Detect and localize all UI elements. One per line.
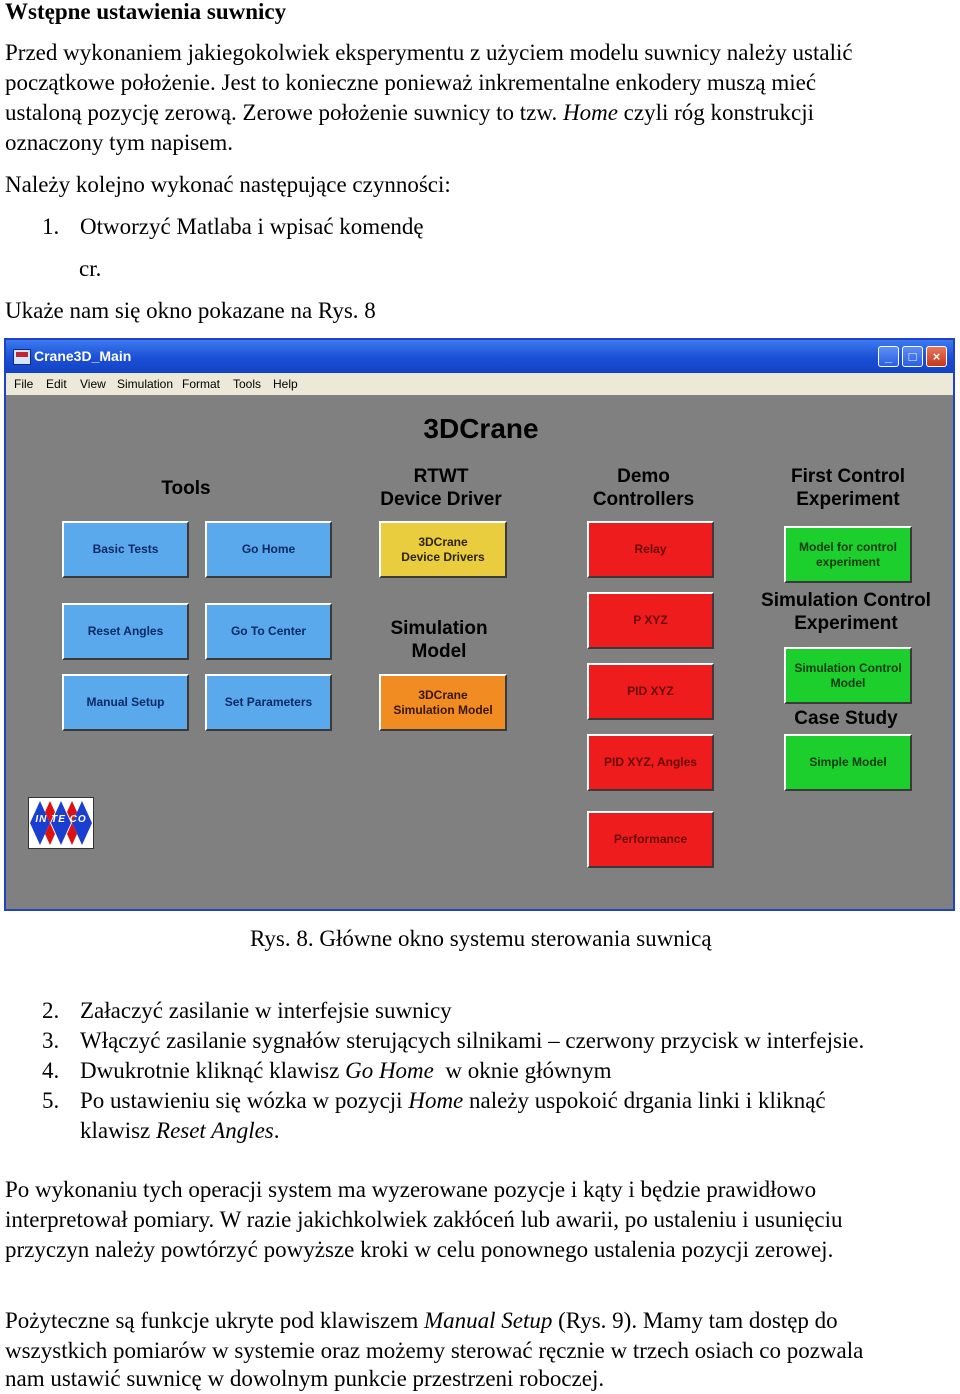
section-demo: Demo Controllers [592, 466, 695, 510]
simulation-model-button[interactable]: 3DCrane Simulation Model [379, 674, 507, 731]
paragraph-line: interpretował pomiary. W razie jakichkolwiek zakłóceń lub awarii, po ustaleniu i usunięciu [5, 1207, 843, 1232]
close-button[interactable]: × [926, 346, 947, 367]
window-title: Crane3D_Main [34, 348, 132, 364]
paragraph-line: Po wykonaniu tych operacji system ma wyzerowane pozycje i kąty i będzie prawidłowo [5, 1177, 817, 1202]
title-bar[interactable] [6, 340, 953, 373]
paragraph-line: przyczyn należy powtórzyć powyższe kroki w celu ponownego ustalenia pozycji zerowej. [5, 1237, 834, 1262]
section-heading: Wstępne ustawienia suwnicy [5, 0, 287, 24]
paragraph-line: Pożyteczne są funkcje ukryte pod klawiszem Manual Setup (Rys. 9). Mamy tam dostęp do [5, 1308, 838, 1333]
section-first-control: First Control Experiment [791, 466, 905, 510]
paragraph: Należy kolejno wykonać następujące czynności: [5, 172, 451, 197]
emphasis-go-home: Go Home [345, 1058, 434, 1083]
simulation-control-model-button[interactable]: Simulation Control Model [784, 647, 912, 704]
menu-help[interactable]: Help [273, 377, 298, 391]
menu-file[interactable]: File [14, 377, 34, 391]
minimize-button[interactable]: _ [878, 346, 899, 367]
manual-setup-button[interactable]: Manual Setup [62, 674, 189, 731]
section-case-study: Case Study [794, 708, 898, 729]
go-home-button[interactable]: Go Home [205, 521, 332, 578]
list-item: Załaczyć zasilanie w interfejsie suwnicy [80, 998, 452, 1023]
menu-simulation[interactable]: Simulation [117, 377, 174, 391]
basic-tests-button[interactable]: Basic Tests [62, 521, 189, 578]
menu-view[interactable]: View [80, 377, 106, 391]
maximize-button[interactable]: □ [902, 346, 923, 367]
emphasis-home: Home [562, 100, 618, 125]
paragraph-line: początkowe położenie. Jest to konieczne ponieważ inkrementalne enkodery muszą mieć [5, 70, 817, 95]
emphasis-home: Home [408, 1088, 464, 1113]
figure-caption: Rys. 8. Główne okno systemu sterowania suwnicą [250, 926, 712, 951]
main-title: 3DCrane [423, 413, 539, 444]
emphasis-reset-angles: Reset Angles [156, 1118, 274, 1143]
menu-format[interactable]: Format [182, 377, 221, 391]
list-number: 1. [42, 214, 60, 239]
list-item: Otworzyć Matlaba i wpisać komendę [80, 214, 424, 239]
list-item: Dwukrotnie kliknąć klawisz Go Home w oknie głównym [80, 1058, 612, 1083]
list-item-continuation: klawisz Reset Angles. [80, 1118, 280, 1143]
list-item: Po ustawieniu się wózka w pozycji Home należy uspokoić drgania linki i kliknąć [80, 1088, 826, 1113]
section-simulation-model: Simulation Model [390, 618, 488, 662]
paragraph-line: wszystkich pomiarów w systemie oraz możemy sterować ręcznie w trzech osiach co pozwala [5, 1338, 864, 1363]
section-tools: Tools [161, 478, 211, 499]
list-item: Włączyć zasilanie sygnałów sterujących silnikami – czerwony przycisk w interfejsie. [80, 1028, 865, 1053]
pid-xyz-angles-button[interactable]: PID XYZ, Angles [587, 734, 714, 791]
simple-model-button[interactable]: Simple Model [784, 734, 912, 791]
p-xyz-button[interactable]: P XYZ [587, 592, 714, 649]
list-number: 5. [42, 1088, 60, 1113]
emphasis-manual-setup: Manual Setup [423, 1308, 553, 1333]
menu-bar [6, 373, 953, 395]
list-number: 4. [42, 1058, 60, 1083]
inteco-logo [28, 797, 94, 849]
section-simulation-control: Simulation Control Experiment [761, 590, 931, 634]
section-rtwt: RTWT Device Driver [380, 466, 502, 510]
go-to-center-button[interactable]: Go To Center [205, 603, 332, 660]
paragraph-line: Przed wykonaniem jakiegokolwiek eksperymentu z użyciem modelu suwnicy należy ustalić [5, 40, 853, 65]
logo-text: IN TE CO [35, 814, 87, 825]
paragraph: Ukaże nam się okno pokazane na Rys. 8 [5, 298, 376, 323]
crane3d-main-window [4, 338, 955, 911]
reset-angles-button[interactable]: Reset Angles [62, 603, 189, 660]
paragraph-line: oznaczony tym napisem. [5, 130, 234, 155]
command-text: cr. [79, 256, 102, 281]
set-parameters-button[interactable]: Set Parameters [205, 674, 332, 731]
model-for-control-button[interactable]: Model for control experiment [784, 526, 912, 583]
menu-tools[interactable]: Tools [233, 377, 262, 391]
app-icon [13, 349, 31, 365]
paragraph-line: ustaloną pozycję zerową. Zerowe położenie suwnicy to tzw. Home czyli róg konstrukcji [5, 100, 815, 125]
crane-gui-panel [6, 395, 953, 909]
menu-edit[interactable]: Edit [46, 377, 67, 391]
pid-xyz-button[interactable]: PID XYZ [587, 663, 714, 720]
device-drivers-button[interactable]: 3DCrane Device Drivers [379, 521, 507, 578]
performance-button[interactable]: Performance [587, 811, 714, 868]
relay-button[interactable]: Relay [587, 521, 714, 578]
list-number: 2. [42, 998, 60, 1023]
paragraph-line: nam ustawić suwnicę w dowolnym punkcie przestrzeni roboczej. [5, 1366, 605, 1391]
list-number: 3. [42, 1028, 60, 1053]
